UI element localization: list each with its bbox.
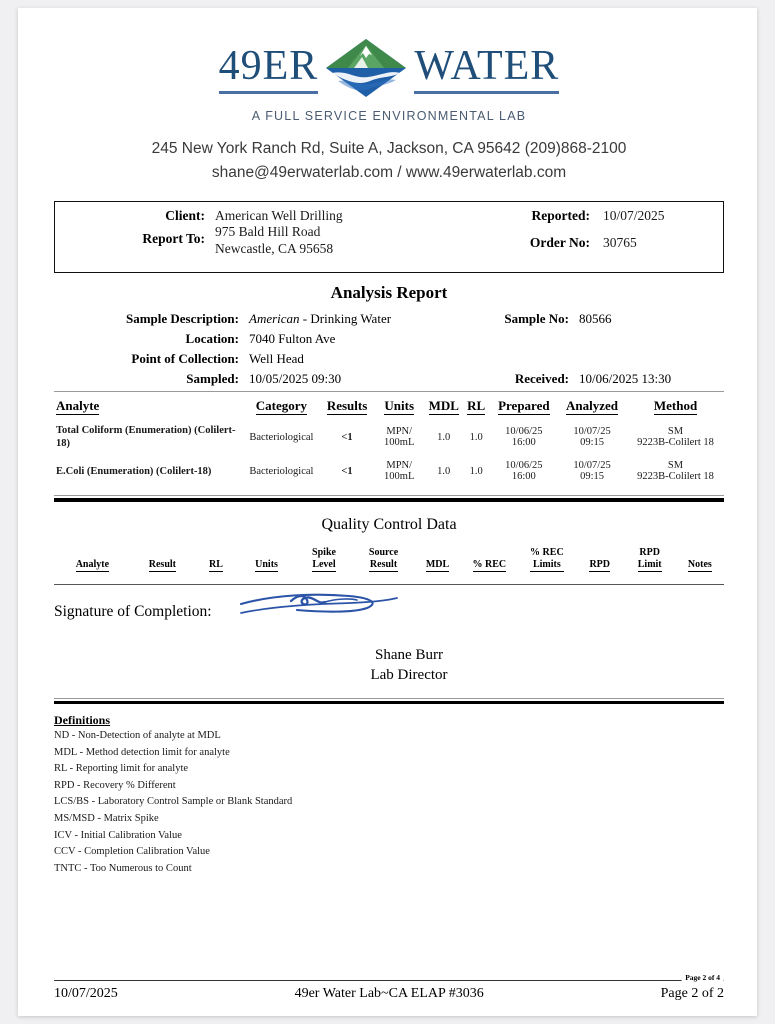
qc-col-notes: Notes (676, 546, 724, 574)
cell-analyzed: 10/07/25 09:15 (573, 460, 611, 483)
quality-control-table (54, 546, 724, 574)
cell-units: MPN/ 100mL (384, 426, 415, 449)
cell-results: <1 (341, 465, 353, 477)
signature-label: Signature of Completion: (54, 603, 212, 621)
definitions-list (54, 728, 724, 877)
client-info-box (54, 201, 724, 273)
report-to-value (215, 223, 333, 258)
list-item: CCV - Completion Calibration Value (54, 846, 210, 858)
divider-above-definitions-thick (54, 701, 724, 705)
cell-prepared: 10/06/25 16:00 (505, 460, 543, 483)
cell-method: SM 9223B-Colilert 18 (637, 426, 714, 449)
lab-email-website: shane@49erwaterlab.com / www.49erwaterlab.com (211, 164, 567, 182)
qc-col-result: Result (131, 546, 194, 574)
logo-tagline: A FULL SERVICE ENVIRONMENTAL LAB (251, 109, 527, 123)
list-item: MS/MSD - Matrix Spike (54, 813, 159, 825)
received-value: 10/06/2025 13:30 (579, 371, 672, 387)
sample-no-label: Sample No: (504, 311, 569, 327)
col-results: Results (326, 398, 368, 414)
location-value: 7040 Fulton Ave (249, 331, 336, 347)
signer-title: Lab Director (370, 667, 448, 684)
col-mdl: MDL (428, 398, 459, 414)
cell-results: <1 (341, 431, 353, 443)
sample-description-italic: American (249, 311, 300, 327)
qc-col-analyte: Analyte (54, 546, 131, 574)
qc-col-mdl: MDL (414, 546, 460, 574)
footer-divider (54, 980, 724, 981)
cell-method: SM 9223B-Colilert 18 (637, 460, 714, 483)
point-of-collection-label: Point of Collection: (131, 351, 239, 367)
col-prepared: Prepared (498, 398, 550, 414)
sample-description-label: Sample Description: (125, 311, 239, 327)
qc-header-row (54, 546, 724, 574)
list-item: LCS/BS - Laboratory Control Sample or Blank Standard (54, 796, 293, 808)
cell-category: Bacteriological (249, 431, 314, 443)
report-to-line2: Newcastle, CA 95658 (215, 241, 334, 257)
list-item: TNTC - Too Numerous to Count (54, 862, 192, 874)
order-no-label: Order No: (529, 235, 590, 251)
divider-thin-below-results (54, 495, 724, 496)
handwritten-signature (239, 591, 399, 623)
lab-logo (54, 36, 724, 123)
footer-page-number: Page 2 of 2 (660, 986, 724, 1001)
page-title: Analysis Report (330, 283, 448, 303)
list-item: RPD - Recovery % Different (54, 779, 176, 791)
divider-thick-below-results (54, 498, 724, 502)
logo-text-left: 49ER (218, 43, 319, 89)
col-method: Method (653, 398, 698, 414)
qc-col-rl: RL (194, 546, 238, 574)
logo-text-right: WATER (414, 43, 560, 89)
sampled-value: 10/05/2025 09:30 (249, 371, 342, 387)
qc-col-rpd: RPD (576, 546, 624, 574)
signature-row (54, 603, 724, 637)
list-item: MDL - Method detection limit for analyte (54, 746, 230, 758)
results-header-row (54, 392, 724, 419)
qc-col-units: Units (238, 546, 295, 574)
quality-control-title: Quality Control Data (321, 515, 457, 533)
col-analyzed: Analyzed (566, 398, 619, 414)
point-of-collection-value: Well Head (249, 351, 304, 367)
qc-col-pct-rec-limits: % REC Limits (518, 546, 576, 574)
list-item: ND - Non-Detection of analyte at MDL (54, 730, 221, 742)
col-rl: RL (467, 398, 486, 414)
results-table (54, 392, 724, 487)
report-to-label: Report To: (142, 231, 205, 247)
page-mark: Page 2 of 4 (681, 973, 724, 982)
cell-units: MPN/ 100mL (384, 460, 415, 483)
sample-description-rest: - Drinking Water (302, 311, 392, 327)
client-label: Client: (165, 208, 205, 224)
sample-no-value: 80566 (579, 311, 612, 327)
col-units: Units (384, 398, 415, 414)
cell-category: Bacteriological (249, 465, 314, 477)
cell-analyte: E.Coli (Enumeration) (Colilert-18) (56, 465, 212, 477)
signer-name: Shane Burr (375, 647, 443, 664)
list-item: RL - Reporting limit for analyte (54, 763, 189, 775)
mountain-water-diamond-icon (324, 37, 408, 99)
sample-info-grid (54, 311, 724, 391)
divider-below-qc (54, 584, 724, 585)
report-to-line1: 975 Bald Hill Road (215, 224, 321, 240)
table-row (54, 455, 724, 487)
location-label: Location: (185, 331, 239, 347)
footer-date: 10/07/2025 (54, 986, 118, 1001)
qc-col-source-result: Source Result (353, 546, 415, 574)
sample-description-value (249, 311, 391, 327)
definitions-heading: Definitions (54, 713, 111, 728)
table-row (54, 419, 724, 455)
qc-col-pct-rec: % REC (461, 546, 518, 574)
cell-mdl: 1.0 (437, 431, 451, 443)
order-no-value: 30765 (603, 235, 637, 251)
lab-address: 245 New York Ranch Rd, Suite A, Jackson, CA 95642 (209)868-2100 (151, 140, 627, 157)
cell-mdl: 1.0 (437, 465, 451, 477)
cell-rl: 1.0 (469, 431, 483, 443)
list-item: ICV - Initial Calibration Value (54, 829, 182, 841)
cell-analyzed: 10/07/25 09:15 (573, 426, 611, 449)
client-value: American Well Drilling (215, 208, 343, 224)
sampled-label: Sampled: (186, 371, 239, 387)
reported-label: Reported: (531, 208, 590, 224)
signature-name-block (94, 645, 724, 686)
col-category: Category (255, 398, 308, 414)
report-page (18, 8, 757, 1016)
qc-col-spike-level: Spike Level (295, 546, 353, 574)
cell-analyte: Total Coliform (Enumeration) (Colilert-18) (56, 425, 236, 450)
received-label: Received: (514, 371, 569, 387)
reported-value: 10/07/2025 (603, 208, 665, 224)
footer-lab-info: 49er Water Lab~CA ELAP #3036 (294, 986, 484, 1001)
col-analyte: Analyte (56, 398, 100, 414)
cell-prepared: 10/06/25 16:00 (505, 426, 543, 449)
lab-contact-block (54, 137, 724, 185)
qc-col-rpd-limit: RPD Limit (624, 546, 676, 574)
divider-above-definitions-thin (54, 698, 724, 699)
cell-rl: 1.0 (469, 465, 483, 477)
page-footer (54, 962, 724, 1002)
